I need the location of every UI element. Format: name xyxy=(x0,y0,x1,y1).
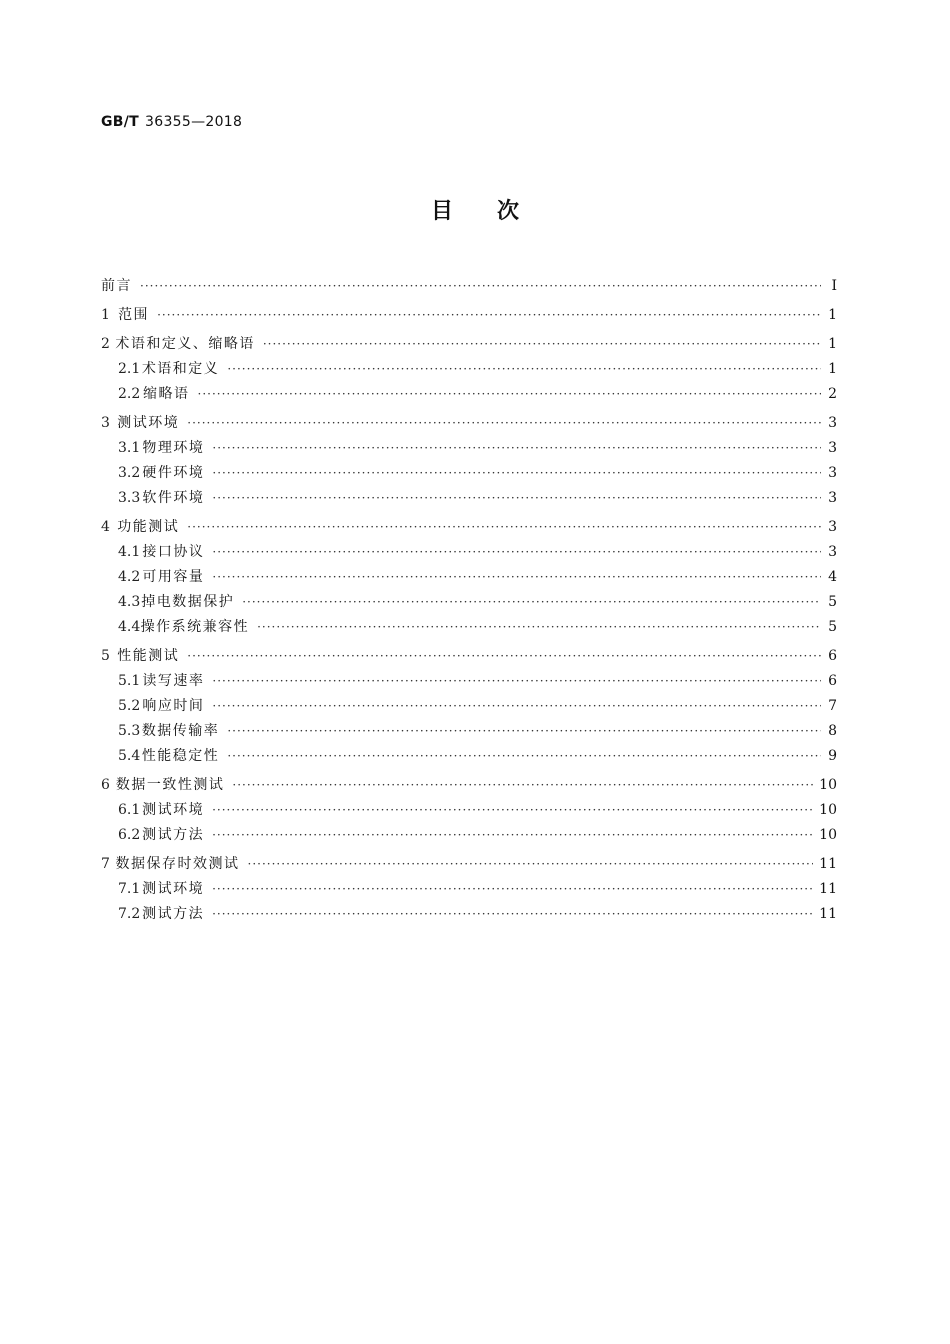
toc-entry-title: 术语和定义、缩略语 xyxy=(115,336,255,352)
toc-entry-page: 10 xyxy=(819,802,837,818)
toc-entry-title: 数据保存时效测试 xyxy=(115,856,240,872)
toc-entry-number: 4 xyxy=(101,519,110,535)
toc-entry-page: 3 xyxy=(828,465,837,481)
toc-entry[interactable] xyxy=(101,274,837,299)
toc-entry[interactable] xyxy=(101,719,837,744)
toc-entry-title: 数据一致性测试 xyxy=(115,777,225,793)
toc-dot-leader xyxy=(140,274,821,299)
toc-entry-page: 3 xyxy=(828,519,837,535)
toc-entry[interactable] xyxy=(101,303,837,328)
toc-dot-leader xyxy=(242,590,821,615)
table-of-contents xyxy=(101,274,837,927)
standard-code xyxy=(101,114,242,130)
toc-entry-number: 4.4 xyxy=(118,619,141,635)
toc-dot-leader xyxy=(212,823,813,848)
toc-dot-leader xyxy=(187,644,821,669)
toc-dot-leader xyxy=(257,615,821,640)
toc-entry-title: 性能稳定性 xyxy=(141,748,220,764)
toc-entry-page: 5 xyxy=(828,594,837,610)
toc-dot-leader xyxy=(198,382,822,407)
toc-entry-page: 2 xyxy=(828,386,837,402)
toc-dot-leader xyxy=(212,565,821,590)
toc-entry-number: 3.1 xyxy=(118,440,141,456)
toc-entry-page: 1 xyxy=(828,361,837,377)
toc-entry-number: 5.4 xyxy=(118,748,141,764)
toc-entry-number: 7.1 xyxy=(118,881,141,897)
toc-entry-number: 7 xyxy=(101,856,110,872)
toc-entry-page: 11 xyxy=(819,906,837,922)
toc-entry-page: Ⅰ xyxy=(831,278,837,294)
toc-entry-page: 10 xyxy=(819,827,837,843)
toc-entry[interactable] xyxy=(101,486,837,511)
toc-entry-number: 2.2 xyxy=(118,386,141,402)
toc-entry-number: 6.2 xyxy=(118,827,141,843)
toc-entry[interactable] xyxy=(101,357,837,382)
toc-entry-number: 5.1 xyxy=(118,673,141,689)
toc-entry-page: 11 xyxy=(819,881,837,897)
toc-entry-page: 3 xyxy=(828,490,837,506)
toc-entry[interactable] xyxy=(101,332,837,357)
toc-entry-title: 可用容量 xyxy=(142,569,205,585)
toc-dot-leader xyxy=(248,852,814,877)
toc-entry[interactable] xyxy=(101,590,837,615)
toc-entry-page: 8 xyxy=(828,723,837,739)
toc-entry-title: 功能测试 xyxy=(117,519,180,535)
toc-entry-title: 接口协议 xyxy=(142,544,205,560)
toc-entry-title: 测试环境 xyxy=(117,415,180,431)
toc-entry[interactable] xyxy=(101,436,837,461)
toc-dot-leader xyxy=(157,303,821,328)
toc-entry-page: 3 xyxy=(828,440,837,456)
standard-prefix: GB/T xyxy=(101,114,140,130)
toc-entry-title: 掉电数据保护 xyxy=(141,594,235,610)
toc-entry[interactable] xyxy=(101,461,837,486)
toc-dot-leader xyxy=(212,540,821,565)
toc-dot-leader xyxy=(212,461,821,486)
toc-entry-title: 测试环境 xyxy=(142,802,205,818)
toc-entry-title: 物理环境 xyxy=(142,440,205,456)
toc-entry[interactable] xyxy=(101,823,837,848)
toc-entry[interactable] xyxy=(101,644,837,669)
toc-entry-title: 测试方法 xyxy=(142,906,205,922)
toc-entry[interactable] xyxy=(101,852,837,877)
toc-entry-number: 5 xyxy=(101,648,110,664)
toc-entry-page: 3 xyxy=(828,415,837,431)
toc-entry-page: 5 xyxy=(828,619,837,635)
toc-dot-leader xyxy=(187,515,821,540)
toc-dot-leader xyxy=(263,332,821,357)
toc-entry[interactable] xyxy=(101,411,837,436)
toc-entry[interactable] xyxy=(101,565,837,590)
toc-dot-leader xyxy=(212,694,821,719)
toc-entry[interactable] xyxy=(101,798,837,823)
toc-dot-leader xyxy=(212,669,821,694)
toc-entry-page: 7 xyxy=(828,698,837,714)
toc-entry[interactable] xyxy=(101,669,837,694)
toc-dot-leader xyxy=(227,719,821,744)
toc-entry-page: 6 xyxy=(828,673,837,689)
toc-entry[interactable] xyxy=(101,744,837,769)
toc-dot-leader xyxy=(232,773,813,798)
toc-entry-page: 6 xyxy=(828,648,837,664)
toc-entry-page: 9 xyxy=(828,748,837,764)
toc-entry-number: 6 xyxy=(101,777,110,793)
toc-entry-title: 测试方法 xyxy=(142,827,205,843)
toc-dot-leader xyxy=(212,877,813,902)
toc-entry-number: 1 xyxy=(101,307,110,323)
toc-entry-title: 缩略语 xyxy=(143,386,190,402)
toc-entry[interactable] xyxy=(101,515,837,540)
toc-entry[interactable] xyxy=(101,902,837,927)
toc-entry-number: 6.1 xyxy=(118,802,141,818)
toc-entry-title: 数据传输率 xyxy=(141,723,220,739)
toc-entry-title: 性能测试 xyxy=(117,648,180,664)
toc-dot-leader xyxy=(212,902,813,927)
toc-dot-leader xyxy=(212,486,821,511)
toc-entry-number: 3.3 xyxy=(118,490,141,506)
toc-entry-title: 测试环境 xyxy=(142,881,205,897)
toc-entry-title: 术语和定义 xyxy=(141,361,220,377)
toc-entry[interactable] xyxy=(101,877,837,902)
toc-entry-number: 5.2 xyxy=(118,698,141,714)
toc-entry-page: 1 xyxy=(828,307,837,323)
toc-entry-number: 5.3 xyxy=(118,723,141,739)
toc-dot-leader xyxy=(187,411,821,436)
toc-dot-leader xyxy=(227,744,821,769)
toc-entry-number: 3 xyxy=(101,415,110,431)
toc-entry-page: 11 xyxy=(819,856,837,872)
toc-dot-leader xyxy=(212,436,821,461)
toc-dot-leader xyxy=(212,798,813,823)
toc-entry-number: 2.1 xyxy=(118,361,141,377)
toc-entry-page: 3 xyxy=(828,544,837,560)
toc-entry[interactable] xyxy=(101,382,837,407)
toc-entry-title: 软件环境 xyxy=(142,490,205,506)
toc-entry-page: 10 xyxy=(819,777,837,793)
toc-dot-leader xyxy=(227,357,821,382)
page-title: 目次 xyxy=(430,199,563,224)
toc-entry-number: 4.1 xyxy=(118,544,141,560)
toc-entry-number: 4.2 xyxy=(118,569,141,585)
toc-entry-title: 操作系统兼容性 xyxy=(140,619,250,635)
standard-number: 36355—2018 xyxy=(145,114,243,130)
toc-entry-title: 硬件环境 xyxy=(142,465,205,481)
toc-entry-number: 3.2 xyxy=(118,465,141,481)
toc-entry[interactable] xyxy=(101,694,837,719)
toc-entry-page: 4 xyxy=(828,569,837,585)
toc-entry[interactable] xyxy=(101,540,837,565)
toc-entry-number: 7.2 xyxy=(118,906,141,922)
toc-entry-page: 1 xyxy=(828,336,837,352)
toc-entry[interactable] xyxy=(101,773,837,798)
toc-entry-title: 响应时间 xyxy=(142,698,205,714)
toc-entry-title: 范围 xyxy=(118,307,150,323)
toc-entry[interactable] xyxy=(101,615,837,640)
toc-entry-number: 4.3 xyxy=(118,594,141,610)
toc-entry-title: 读写速率 xyxy=(142,673,205,689)
toc-entry-title: 前言 xyxy=(101,278,132,294)
toc-entry-number: 2 xyxy=(101,336,110,352)
